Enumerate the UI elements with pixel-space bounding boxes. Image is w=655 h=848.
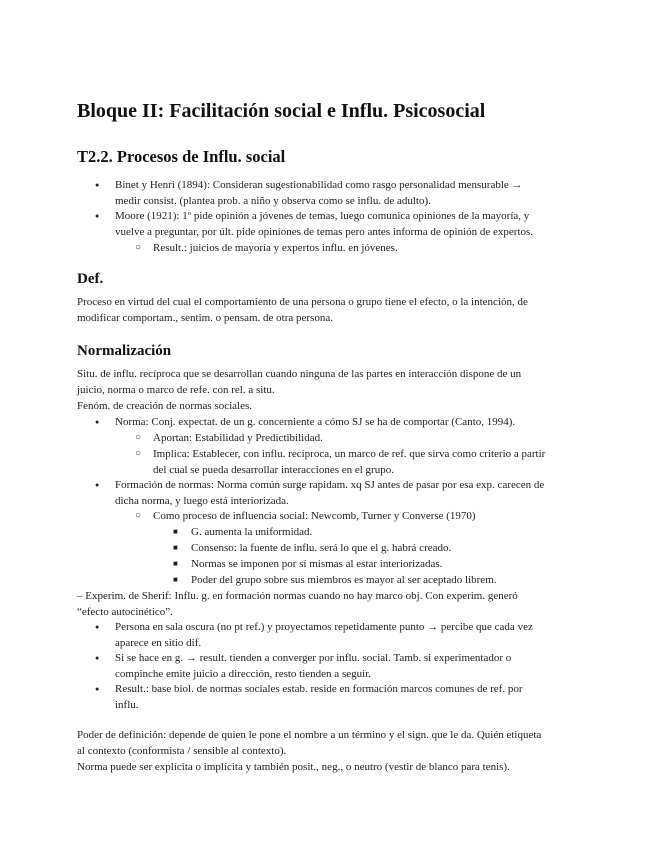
list-item-line: compinche emite juicio a dirección, resto tienden a seguir. [115, 668, 371, 680]
list-item-line: ● Binet y Henri (1894): Consideran sugestionabilidad como rasgo personalidad mensurable → [115, 179, 523, 191]
list-item-line: ● Si se hace en g. → result. tienden a converger por influ. social. Tamb. si experimentador o [115, 652, 512, 664]
paragraph-line: Situ. de influ. recíproca que se desarrollan cuando ninguna de las partes en interacción dispone de un [77, 368, 522, 380]
sub-sub-list-item: ■ Poder del grupo sobre sus miembros es mayor al ser aceptado librem. [191, 572, 496, 588]
paragraph-line: juicio, norma o marco de refe. con rel. a situ. [77, 384, 275, 396]
section-heading-procesos: T2.2. Procesos de Influ. social [77, 147, 286, 166]
paragraph-line: Fenóm. de creación de normas sociales. [77, 400, 253, 412]
sub-list-item: ○ Aportan: Estabilidad y Predictibilidad. [153, 430, 323, 446]
list-item-line: influ. [115, 699, 139, 711]
list-item [115, 619, 533, 651]
paragraph-line: “efecto autocinético”. [77, 606, 173, 618]
list-item-formacion [115, 477, 544, 509]
list-item-line: del cual se pueda desarrollar interacciones en el grupo. [153, 464, 394, 476]
paragraph-line: – Experim. de Sherif: Influ. g. en formación normas cuando no hay marco obj. Con experim. generó [77, 590, 518, 602]
list-item-norma: ● Norma: Conj. expectat. de un g. concerniente a cómo SJ se ha de comportar (Canto, 1994). [115, 414, 515, 430]
definition-paragraph [77, 294, 528, 326]
list-item-line: dicha norma, y luego está interiorizada. [115, 495, 289, 507]
list-item-line: ● Persona en sala oscura (no pt ref.) y proyectamos repetidamente punto → percibe que cada vez [115, 621, 533, 633]
sub-list-item [153, 446, 545, 478]
paragraph-line: Poder de definición: depende de quien le pone el nombre a un término y el sign. que le da. Quién etiqueta [77, 729, 542, 741]
paragraph-line: modificar comportam., sentim. o pensam. de otra persona. [77, 312, 333, 324]
list-item-line: ● Formación de normas: Norma común surge rapidam. xq SJ antes de pasar por esa exp. carecen de [115, 479, 545, 491]
section-heading-def: Def. [77, 271, 104, 287]
list-item [115, 208, 533, 240]
list-item-line: ● Moore (1921): 1º pide opinión a jóvenes de temas, luego comunica opiniones de la mayoría, y [115, 210, 530, 222]
poder-paragraph [77, 727, 541, 775]
list-item [115, 177, 523, 209]
paragraph-line: Proceso en virtud del cual el comportamiento de una persona o grupo tiene el efecto, o la intención, de [77, 296, 528, 308]
sherif-paragraph [77, 588, 518, 620]
list-item [115, 681, 522, 713]
sub-sub-list-item: ■ G. aumenta la uniformidad. [191, 524, 312, 540]
sub-sub-list-item: ■ Consenso: la fuente de influ. será lo que el g. habrá creado. [191, 540, 451, 556]
list-item-line: vuelve a preguntar, por últ. pide opiniones de temas pero antes informa de opinión de expertos. [115, 226, 534, 238]
list-item-line: aparece en sitio dif. [115, 637, 202, 649]
document-title: Bloque II: Facilitación social e Influ. Psicosocial [77, 100, 486, 122]
paragraph-line: Norma puede ser explícita o implícita y también posit., neg., o neutro (vestir de blanco para tenis). [77, 761, 510, 773]
section-heading-normalizacion: Normalización [77, 343, 172, 359]
list-item-line: ○ Implica: Establecer, con influ. recíproca, un marco de ref. que sirva como criterio a partir [153, 448, 546, 460]
sub-list-item: ○ Result.: juicios de mayoría y expertos influ. en jóvenes. [153, 240, 398, 256]
normalizacion-intro [77, 366, 521, 414]
list-item-line: medir consist. (plantea prob. a niño y observa como se influ. de adulto). [115, 195, 431, 207]
sub-sub-list-item: ■ Normas se imponen por sí mismas al estar interiorizadas. [191, 556, 442, 572]
sub-list-item: ○ Como proceso de influencia social: Newcomb, Turner y Converse (1970) [153, 508, 476, 524]
list-item-line: ● Result.: base biol. de normas sociales estab. reside en formación marcos comunes de ref. por [115, 683, 523, 695]
list-item [115, 650, 511, 682]
paragraph-line: al contexto (conformista / sensible al contexto). [77, 745, 287, 757]
